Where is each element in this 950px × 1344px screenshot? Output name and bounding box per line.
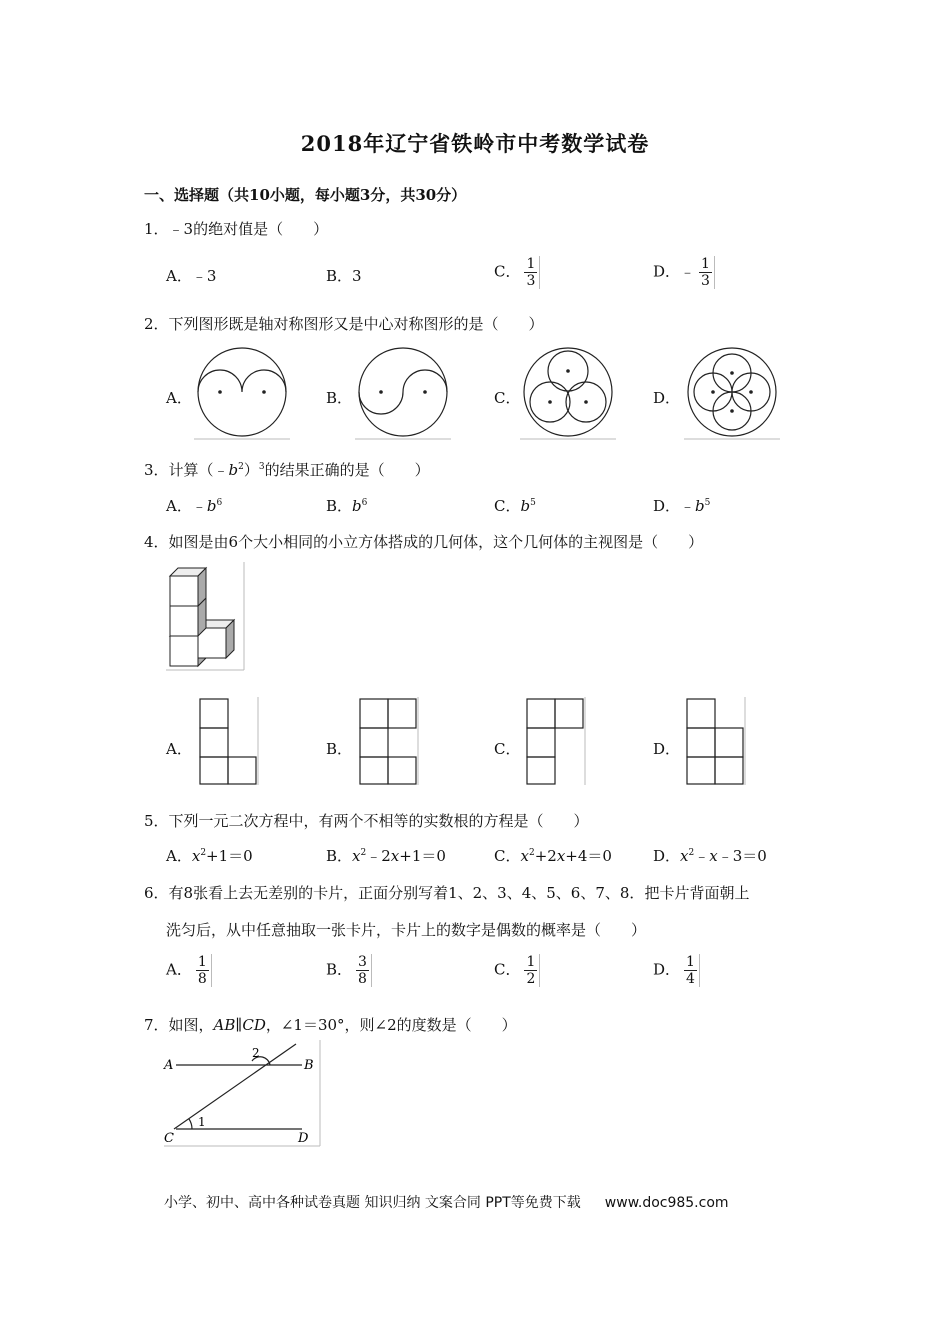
q7-label-b: B bbox=[304, 1058, 314, 1073]
question-5: 5．下列一元二次方程中，有两个不相等的实数根的方程是（ ） bbox=[144, 812, 589, 830]
q4-option-a: A． bbox=[166, 740, 192, 758]
q3-option-c: C．$b^5$ bbox=[494, 497, 536, 515]
q7-label-c: C bbox=[164, 1131, 174, 1146]
q4-cube-figure bbox=[166, 562, 246, 672]
question-6-line-2: 洗匀后，从中任意抽取一张卡片，卡片上的数字是偶数的概率是（ ） bbox=[166, 921, 647, 939]
q4-option-b: B． bbox=[326, 740, 353, 758]
q2-option-d: D． bbox=[653, 389, 681, 407]
q6-option-a: A． $\frac{1}{8}$ bbox=[166, 954, 212, 987]
footer bbox=[164, 1192, 729, 1212]
q3-option-a: A．$﹣b^6$ bbox=[166, 497, 223, 515]
q5-option-c: C．$x^2+2x+4=0$ bbox=[494, 847, 612, 865]
q5-option-a: A．$x^2+1=0$ bbox=[166, 847, 253, 865]
q7-label-d: D bbox=[298, 1131, 309, 1146]
question-2: 2．下列图形既是轴对称图形又是中心对称图形的是（ ） bbox=[144, 315, 544, 333]
page-title: 2018年辽宁省铁岭市中考数学试卷 bbox=[300, 131, 650, 156]
question-6-line-1: 6．有8张看上去无差别的卡片，正面分别写着1、2、3、4、5、6、7、8．把卡片背面朝上 bbox=[144, 884, 750, 902]
q1-option-a: A．﹣3 bbox=[166, 267, 217, 285]
q4-view-a bbox=[198, 697, 260, 787]
footer-url[interactable]: www.doc985.com bbox=[604, 1195, 729, 1211]
q4-option-c: C． bbox=[494, 740, 521, 758]
q5-option-d: D．$x^2﹣x﹣3=0$ bbox=[653, 847, 767, 865]
q4-option-d: D． bbox=[653, 740, 681, 758]
q2-figure-b bbox=[353, 346, 453, 440]
question-1: 1．﹣3的绝对值是（ ） bbox=[144, 220, 329, 238]
question-3: 3．计算$(﹣b^2)^3$的结果正确的是（ ） bbox=[144, 461, 430, 479]
q4-view-c bbox=[525, 697, 587, 787]
q5-option-b: B．$x^2﹣2x+1=0$ bbox=[326, 847, 446, 865]
q7-angle-2-label: 2 bbox=[252, 1046, 260, 1060]
q7-angle-1-label: 1 bbox=[198, 1115, 206, 1129]
q3-option-d: D．$﹣b^5$ bbox=[653, 497, 711, 515]
q4-view-b bbox=[358, 697, 420, 787]
q6-option-b: B． $\frac{3}{8}$ bbox=[326, 954, 372, 987]
q1-option-b: B．3 bbox=[326, 267, 362, 285]
q2-figure-c bbox=[518, 346, 618, 440]
q3-option-b: B．$b^6$ bbox=[326, 497, 368, 515]
question-4: 4．如图是由6个大小相同的小立方体搭成的几何体，这个几何体的主视图是（ ） bbox=[144, 533, 704, 551]
q2-option-b: B． bbox=[326, 389, 353, 407]
footer-text: 小学、初中、高中各种试卷真题 知识归纳 文案合同 PPT等免费下载 bbox=[164, 1195, 581, 1211]
q2-option-a: A． bbox=[166, 389, 192, 407]
q4-view-d bbox=[685, 697, 747, 787]
q1-option-d: D．﹣ $\frac{1}{3}$ bbox=[653, 256, 715, 289]
question-7: 7．如图，AB∥CD，∠1＝30°，则∠2的度数是（ ） bbox=[144, 1016, 517, 1034]
q6-option-d: D． $\frac{1}{4}$ bbox=[653, 954, 700, 987]
q2-figure-a bbox=[192, 346, 292, 440]
q2-option-c: C． bbox=[494, 389, 521, 407]
q7-parallel-lines-figure bbox=[164, 1040, 324, 1148]
section-heading: 一、选择题（共10小题，每小题3分，共30分） bbox=[144, 186, 467, 204]
q1-option-c: C． $\frac{1}{3}$ bbox=[494, 256, 540, 289]
q6-option-c: C． $\frac{1}{2}$ bbox=[494, 954, 540, 987]
q7-label-a: A bbox=[164, 1058, 174, 1073]
q2-figure-d bbox=[682, 346, 782, 440]
